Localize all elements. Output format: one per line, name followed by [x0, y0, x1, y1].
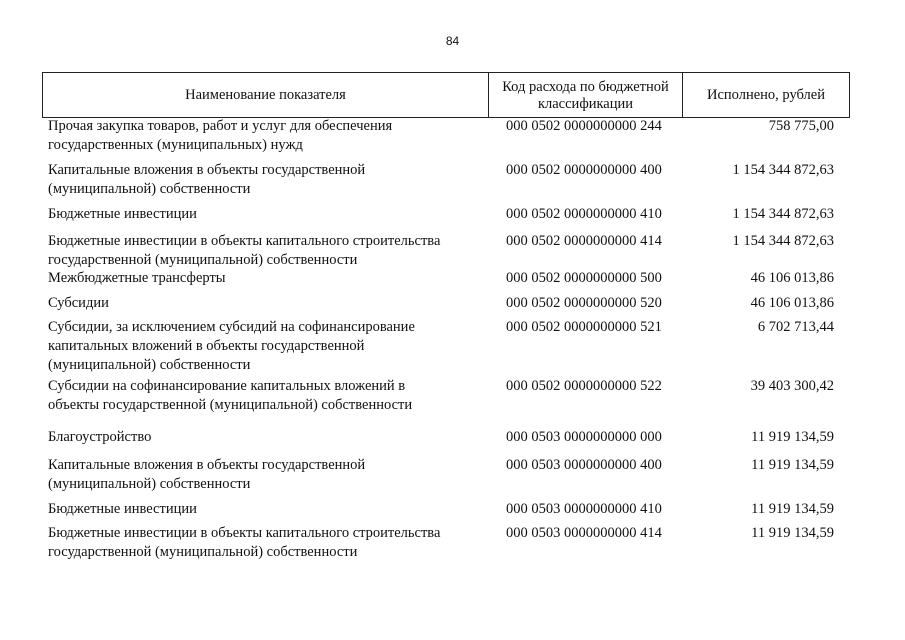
table-header [42, 72, 850, 118]
indicator-name [48, 377, 488, 415]
indicator-name-line: Бюджетные инвестиции в объекты капитального строительства [48, 525, 441, 541]
budget-code: 000 0502 0000000000 414 [506, 233, 662, 249]
indicator-name [48, 524, 488, 562]
executed-amount: 11 919 134,59 [751, 429, 834, 445]
executed-amount: 1 154 344 872,63 [732, 206, 834, 222]
indicator-name-line: Субсидии на софинансирование капитальных вложений в [48, 378, 406, 394]
budget-code: 000 0502 0000000000 500 [506, 270, 662, 286]
indicator-name [48, 428, 488, 447]
header-code-line2: классификации [537, 96, 634, 112]
indicator-name-line: Бюджетные инвестиции [48, 501, 197, 517]
header-name: Наименование показателя [43, 73, 489, 117]
indicator-name-line: Благоустройство [48, 429, 152, 445]
budget-code: 000 0503 0000000000 400 [506, 457, 662, 473]
indicator-name-line: государственных (муниципальных) нужд [48, 137, 303, 153]
budget-code: 000 0502 0000000000 410 [506, 206, 662, 222]
indicator-name-line: Капитальные вложения в объекты государственной [48, 457, 366, 473]
executed-amount: 11 919 134,59 [751, 501, 834, 517]
budget-code: 000 0502 0000000000 521 [506, 319, 662, 335]
budget-code: 000 0502 0000000000 522 [506, 378, 662, 394]
expenditure-table [42, 72, 850, 560]
indicator-name-line: Субсидии, за исключением субсидий на софинансирование [48, 319, 415, 335]
indicator-name [48, 269, 488, 288]
budget-code: 000 0503 0000000000 414 [506, 525, 662, 541]
page-number: 84 [445, 34, 460, 48]
indicator-name-line: Межбюджетные трансферты [48, 270, 226, 286]
indicator-name-line: государственной (муниципальной) собственности [48, 544, 358, 560]
indicator-name [48, 117, 488, 155]
indicator-name [48, 456, 488, 494]
budget-code: 000 0502 0000000000 520 [506, 295, 662, 311]
indicator-name-line: Капитальные вложения в объекты государственной [48, 162, 366, 178]
executed-amount: 46 106 013,86 [750, 295, 834, 311]
indicator-name-line: (муниципальной) собственности [48, 181, 251, 197]
executed-amount: 6 702 713,44 [757, 319, 834, 335]
indicator-name-line: государственной (муниципальной) собственности [48, 252, 358, 268]
executed-amount: 1 154 344 872,63 [732, 233, 834, 249]
indicator-name [48, 205, 488, 224]
header-code [489, 73, 683, 117]
header-code-line1: Код расхода по бюджетной [502, 79, 669, 95]
indicator-name [48, 232, 488, 270]
budget-code: 000 0503 0000000000 410 [506, 501, 662, 517]
indicator-name-line: Бюджетные инвестиции [48, 206, 197, 222]
executed-amount: 1 154 344 872,63 [732, 162, 834, 178]
executed-amount: 11 919 134,59 [751, 457, 834, 473]
budget-code: 000 0502 0000000000 244 [506, 118, 662, 134]
executed-amount: 758 775,00 [768, 118, 834, 134]
indicator-name [48, 500, 488, 519]
executed-amount: 39 403 300,42 [750, 378, 834, 394]
indicator-name-line: Субсидии [48, 295, 109, 311]
indicator-name [48, 161, 488, 199]
executed-amount: 11 919 134,59 [751, 525, 834, 541]
indicator-name-line: Бюджетные инвестиции в объекты капитального строительства [48, 233, 441, 249]
executed-amount: 46 106 013,86 [750, 270, 834, 286]
indicator-name-line: капитальных вложений в объекты государственной [48, 338, 365, 354]
indicator-name-line: Прочая закупка товаров, работ и услуг для обеспечения [48, 118, 393, 134]
indicator-name [48, 294, 488, 313]
indicator-name-line: (муниципальной) собственности [48, 476, 251, 492]
indicator-name-line: (муниципальной) собственности [48, 357, 251, 373]
header-amount: Исполнено, рублей [707, 86, 825, 103]
indicator-name [48, 318, 488, 375]
budget-code: 000 0502 0000000000 400 [506, 162, 662, 178]
budget-code: 000 0503 0000000000 000 [506, 429, 662, 445]
indicator-name-line: объекты государственной (муниципальной) собственности [48, 397, 413, 413]
